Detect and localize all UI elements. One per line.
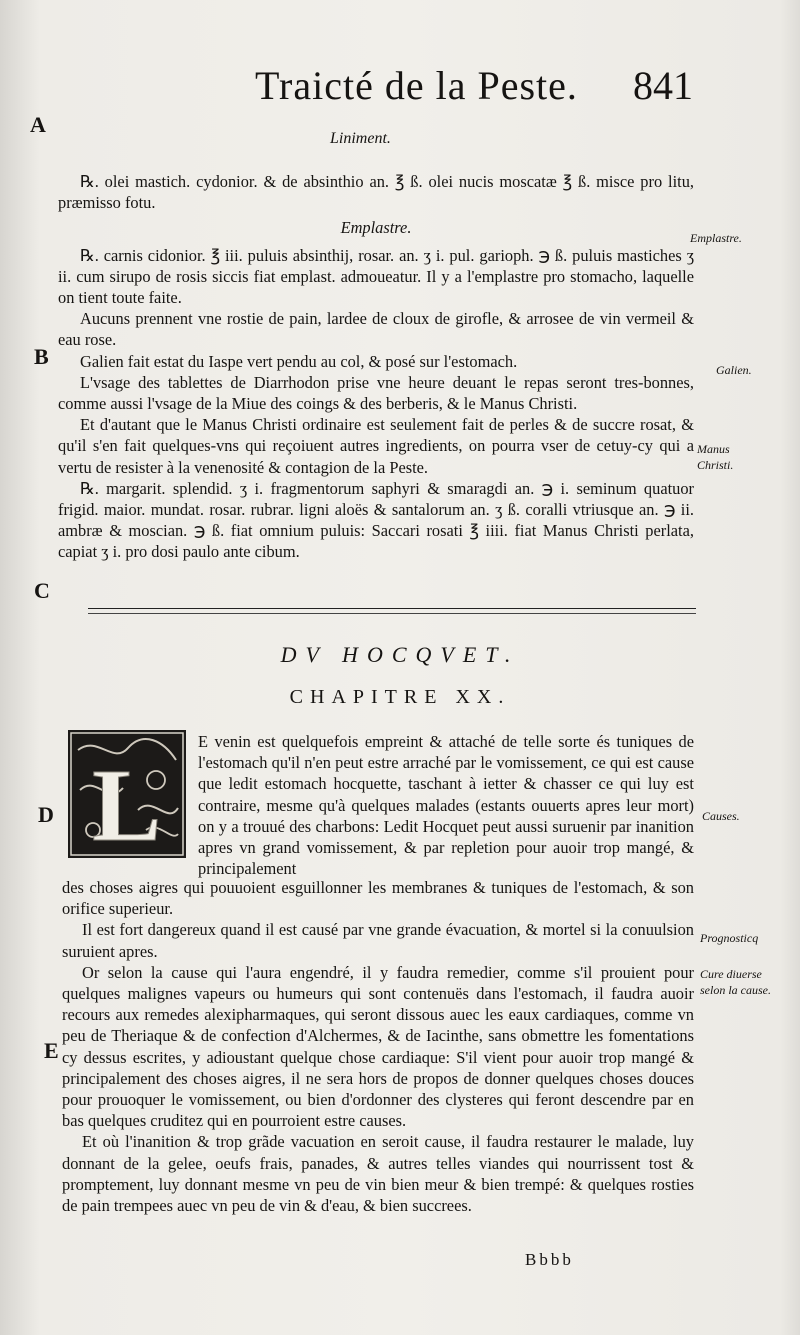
recipe-liniment: ℞. olei mastich. cydonior. & de absinthio an. ℥ ß. olei nucis moscatæ ℥ ß. misce pro litu, præmisso fotu. — [58, 172, 694, 213]
paragraph-dangereux: Il est fort dangereux quand il est causé par vne grande évacuation, & mortel si la conuulsion suruient apres. — [62, 920, 694, 961]
chapter-title: CHAPITRE XX. — [289, 686, 511, 708]
paragraph-galien: Galien fait estat du Iaspe vert pendu au col, & posé sur l'estomach. — [80, 351, 518, 371]
margin-letter-c: C — [34, 578, 50, 603]
paragraph-manus-christi: Et d'autant que le Manus Christi ordinaire est seulement fait de perles & de succre rosat, & qu'il s'en fait quelques-vns qui reçoiuent autres ingredients, on pourra vser de cetuy-cy qui a vertu de resister à la venenosité & contagion de la Peste. — [58, 415, 694, 477]
chapter-body-text — [62, 877, 694, 1216]
dropcap-ornament-icon — [68, 730, 186, 858]
side-note-prognostic: Prognosticq — [700, 931, 759, 945]
side-note-cure: Cure diuerse selon la cause. — [700, 967, 771, 997]
recipe-emplastre: ℞. carnis cidonior. ℥ iii. puluis absinthij, rosar. an. ʒ i. pul. garioph. ℈ ß. puluis mastiches ʒ ii. cum sirupo de rosis siccis fiat emplast. admoueatur. Il y a l'emplastre pro stomacho, laquelle on tient toute faite. — [58, 245, 694, 308]
heading-emplastre: Emplastre. — [340, 218, 412, 238]
side-note-causes: Causes. — [702, 809, 740, 823]
running-header-title: Traicté de la Peste. — [255, 63, 578, 108]
paragraph-choses-aigres: des choses aigres qui pouuoient esguillonner les membranes & tuniques de l'estomach, & son orifice superieur. — [62, 878, 694, 919]
margin-letter-d: D — [38, 802, 54, 827]
margin-letter-a: A — [30, 112, 46, 137]
section-title: DV HOCQVET. — [280, 642, 520, 667]
chapter-opening-text — [198, 731, 694, 879]
paragraph-inanition: Et où l'inanition & trop grãde vacuation en seroit cause, il faudra restaurer le malade, luy donnant de la gelee, oeufs frais, panades, & autres telles viandes qui nourrissent tost & promptement, luy donnant mesme vn peu de vin bien meur & bien trempé: & quelques rosties de pain trempees auec vn peu de vin & d'eau, & bien succrees. — [62, 1132, 694, 1216]
margin-letter-e: E — [44, 1038, 59, 1063]
paragraph-rostie: Aucuns prennent vne rostie de pain, lardee de cloux de girofle, & arrosee de vin vermeil & eau rose. — [58, 309, 694, 350]
margin-letter-b: B — [34, 344, 49, 369]
ornamental-dropcap-l — [68, 730, 186, 858]
signature-mark: Bbbb — [525, 1250, 574, 1269]
heading-liniment: Liniment. — [330, 130, 391, 147]
side-note-manus-christi: Manus Christi. — [697, 442, 734, 472]
upper-text-block — [58, 171, 694, 563]
paragraph-diarrhodon: L'vsage des tablettes de Diarrhodon prise vne heure deuant le repas seront tres-bonnes, comme aussi l'vsage de la Miue des coings & des berberis, & le Manus Christi. — [58, 372, 694, 414]
section-divider-thin — [88, 613, 696, 614]
paragraph-venin: E venin est quelquefois empreint & attaché de telle sorte és tuniques de l'estomach qu'il n'en peut estre arraché par le vomissement, ce qui est cause que ledit estomach hocquette, taschant à ietter & chasser ce qui luy est contraire, mesme qu'à quelques malades (estants ouuerts apres leur mort) on y a trouué des charbons: Ledit Hocquet peut aussi suruenir par inanition apres vn grand vomissement, & par repletion pour auoir trop mangé, & principalement — [198, 732, 694, 879]
section-divider — [88, 608, 696, 609]
recipe-manus-christi: ℞. margarit. splendid. ʒ i. fragmentorum saphyri & smaragdi an. ℈ i. seminum quatuor frigid. maior. mundat. rosar. rubrar. ligni aloës & santalorum an. ʒ ß. coralli vtriusque an. ℈ ii. ambræ & moscian. ℈ ß. fiat omnium puluis: Saccari rosati ℥ iiii. fiat Manus Christi perlata, capiat ʒ i. pro dosi paulo ante cibum. — [58, 478, 694, 562]
paragraph-remedier: Or selon la cause qui l'aura engendré, il y faudra remedier, comme s'il prouient pour quelques malignes vapeurs ou humeurs qui sont contenuës dans l'estomach, il faudra auoir recours aux remedes alexipharmaques, qui seront dissous auec les eaux cardiaques, comme vn peu de Theriaque & de confection d'Alchermes, & de Iacinthe, sans obmettre les fomentations cy dessus escrites, y adioustant quelque chose cardiaque: S'il vient pour auoir trop mangé & principalement des choses aigres, il ne sera hors de propos de donner quelques choses douces pour prouoquer le vomissement, ou bien d'ordonner des clysteres qui feront descendre par en bas quelques cruditez qui en pourroient estre causes. — [62, 962, 694, 1131]
side-note-emplastre: Emplastre. — [690, 231, 742, 245]
side-note-galien: Galien. — [716, 363, 752, 377]
page-number: 841 — [633, 63, 693, 108]
dropcap-letter: L — [92, 748, 162, 858]
